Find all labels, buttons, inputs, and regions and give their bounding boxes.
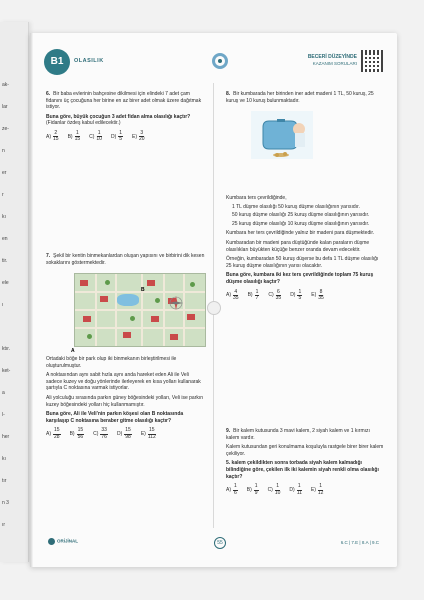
page-header xyxy=(44,49,383,75)
answer-option xyxy=(70,428,85,440)
adjacent-page-text: r xyxy=(2,192,4,198)
brand-logo xyxy=(48,538,78,545)
option-fraction: $\frac{1}{10}$ xyxy=(96,129,102,143)
question-7-body xyxy=(46,356,206,440)
option-label: A) xyxy=(226,292,231,299)
question-number: 6. xyxy=(46,91,51,97)
question-number: 7. xyxy=(46,253,51,259)
option-fraction: $\frac{3}{20}$ xyxy=(139,129,145,143)
option-fraction: $\frac{1}{15}$ xyxy=(74,129,81,143)
answer-option xyxy=(268,484,281,496)
question-text: Bir baba evlerinin bahçesine dikilmesi için elindeki 7 adet çam fidanını üç çocuğuna her birine en az birer adet olmak üzere dağıtmak istiyor. xyxy=(46,91,202,111)
question-number: 8. xyxy=(226,91,231,97)
adjacent-page-text: ket- xyxy=(2,368,11,374)
center-mark-icon xyxy=(207,301,221,315)
question-8 xyxy=(226,91,384,104)
unit-badge: B1 xyxy=(44,49,70,75)
paragraph: Kalem kutusundan geri konulmama koşuluyla rastgele birer birer kalem çekiliyor. xyxy=(226,444,384,457)
question-9 xyxy=(226,428,384,496)
publisher-logo-icon xyxy=(212,53,228,69)
option-label: D) xyxy=(290,292,296,299)
option-fraction: $\frac{4}{35}$ xyxy=(233,288,239,302)
adjacent-page-text: tır xyxy=(2,478,7,484)
option-label: C) xyxy=(268,292,274,299)
option-label: E) xyxy=(140,431,146,438)
header-subtitle: KAZANIM SORULARI xyxy=(312,61,357,66)
adjacent-page-text: lar xyxy=(2,104,8,110)
answer-option xyxy=(311,290,324,302)
answer-option xyxy=(311,484,324,496)
adjacent-page-text: ak- xyxy=(2,82,9,88)
option-label: E) xyxy=(311,292,317,299)
paragraph: Kumbaradan bir madeni para düştüğünde kalan paraların düşme olasılıkları büyükten küçüğe benzer oranda devam edecektir. xyxy=(226,239,370,253)
answer-options xyxy=(46,428,206,440)
question-prompt: Buna göre, büyük çocuğun 3 adet fidan alma olasılığı kaçtır? xyxy=(46,113,191,120)
option-label: E) xyxy=(132,133,138,140)
paragraph: Ali yolculuğu sırasında parkın güney böğesindeki yolları, Veli ise parkın kuzey böğesindeki yolları hiç kullanmamıştır. xyxy=(46,394,204,408)
option-label: C) xyxy=(93,431,99,438)
answer-options xyxy=(226,290,384,302)
option-label: D) xyxy=(289,486,295,493)
option-fraction: $\frac{1}{5}$ xyxy=(298,288,302,302)
paragraph: Kumbara ters çevrildiğinde, xyxy=(226,195,287,201)
answer-options xyxy=(226,484,384,496)
answer-option xyxy=(248,290,260,302)
answer-option xyxy=(89,131,102,143)
option-fraction: $\frac{1}{12}$ xyxy=(317,483,324,496)
option-label: B) xyxy=(246,486,252,493)
option-label: A) xyxy=(46,133,51,140)
option-label: B) xyxy=(247,292,253,299)
adjacent-page-text: ze- xyxy=(2,126,9,132)
map-label-b: B xyxy=(141,287,145,293)
adjacent-page-text: l- xyxy=(2,412,5,418)
question-prompt: 5. kalem çekildikten sonra torbada siyah kalem kalmadığı bilindiğine göre, çekilen ilk iki kalemin siyah renkli olma olasılığı kaçtır? xyxy=(226,460,379,480)
option-fraction: $\frac{15}{56}$ xyxy=(77,427,84,440)
compass-icon xyxy=(168,295,184,311)
adjacent-page-text: kı xyxy=(2,214,6,220)
question-text: Bir kalem kutusunda 3 mavi kalem, 2 siyah kalem ve 1 kırmızı kalem vardır. xyxy=(226,428,370,441)
option-label: B) xyxy=(69,431,75,438)
answer-option xyxy=(141,428,156,440)
answer-option xyxy=(111,131,123,143)
answer-option xyxy=(132,131,145,143)
answer-option xyxy=(46,131,59,143)
adjacent-page-text: er xyxy=(2,170,7,176)
bullet-item: 50 kuruş düşme olasılığı 25 kuruş düşme olasılığının yarısıdır. xyxy=(232,212,370,219)
option-label: D) xyxy=(116,431,123,438)
city-map-figure xyxy=(71,273,206,354)
answer-option xyxy=(117,428,132,440)
map-label-a: A xyxy=(71,348,75,354)
question-8-body xyxy=(226,195,384,302)
option-fraction: $\frac{6}{35}$ xyxy=(275,288,282,302)
option-fraction: $\frac{1}{7}$ xyxy=(255,288,259,302)
option-fraction: $\frac{15}{28}$ xyxy=(54,427,60,440)
option-label: A) xyxy=(46,431,51,438)
adjacent-page-text: ktır. xyxy=(2,346,11,352)
paragraph: Ortadaki böğe bir park olup iki binmekanın birleştirilmesi ile oluşturulmuştur. xyxy=(46,356,177,369)
answer-option xyxy=(247,484,259,496)
bullet-item: 1 TL düşme olasılığı 50 kuruş düşme olasılığının yarısıdır. xyxy=(232,203,360,210)
option-label: D) xyxy=(110,133,117,140)
adjacent-page xyxy=(0,22,29,562)
brand-logo-icon xyxy=(48,538,55,545)
paragraph: A noktasından aynı sabit hızla aynı anda hareket eden Ali ile Veli sadece kuzey ve doğu yönlerinde ilerleyerek en kısa yolları kullanarak şartıyla C noktasına varmak istiyorlar. xyxy=(46,372,201,392)
adjacent-page-text: her xyxy=(2,434,10,440)
adjacent-page-text: en xyxy=(2,236,8,242)
option-fraction: $\frac{1}{11}$ xyxy=(296,483,302,496)
answer-option xyxy=(68,131,81,143)
option-fraction: $\frac{15}{98}$ xyxy=(125,427,131,440)
option-label: C) xyxy=(89,133,95,140)
option-label: C) xyxy=(267,486,273,493)
answer-options xyxy=(46,131,206,143)
brand-name: ORİJİNAL xyxy=(57,538,79,544)
option-fraction: $\frac{1}{6}$ xyxy=(234,483,237,496)
answer-option xyxy=(289,484,301,496)
question-number: 9. xyxy=(226,428,231,434)
qr-code-icon xyxy=(361,50,383,72)
option-fraction: $\frac{2}{15}$ xyxy=(53,129,59,143)
adjacent-page-text: a xyxy=(2,390,5,396)
question-text: Bir kumbarada her birinden iner adet madeni 1 TL, 50 kuruş, 25 kuruş ve 10 kuruş bulunmaktadır. xyxy=(226,91,374,104)
question-7 xyxy=(46,253,206,266)
answer-option xyxy=(93,428,108,440)
paragraph: Kumbara her ters çevrildiğinde yalnız bir madeni para düşmektedir. xyxy=(226,230,375,237)
answer-key: 6.C | 7.E | 8.A | 9.C xyxy=(340,540,379,545)
adjacent-page-text: tir. xyxy=(2,258,8,264)
option-fraction: $\frac{1}{9}$ xyxy=(254,483,258,496)
answer-option xyxy=(268,290,281,302)
option-label: E) xyxy=(310,486,316,493)
option-label: B) xyxy=(67,133,73,140)
paragraph: Örneğin, kumbaradan 50 kuruş düşerse bu defa 1 TL düşme olasılığı 25 kuruş düşme olasılığının yarısı olacaktır. xyxy=(226,256,379,269)
option-fraction: $\frac{8}{35}$ xyxy=(318,288,324,302)
question-text: Şekil bir kentin binmekanlardan oluşan yapısını ve birbirini dik kesen sokaklarını göstermektedir. xyxy=(46,253,205,266)
answer-option xyxy=(226,484,238,496)
piggy-bank-illustration xyxy=(251,111,313,159)
page-number: 55 xyxy=(214,537,226,549)
adjacent-page-text: ır xyxy=(2,522,6,528)
park-pond xyxy=(117,294,139,306)
adjacent-page-text: n 3 xyxy=(2,500,9,506)
adjacent-page-text: n xyxy=(2,148,5,154)
answer-option xyxy=(226,290,239,302)
header-title: BECERİ DÜZEYİNDE xyxy=(307,54,357,60)
question-prompt: Buna göre, Ali ile Veli'nin parkın köşesi olan B noktasında karşılaşıp C noktasına beraber gitme olasılığı kaçtır? xyxy=(46,411,184,424)
document-page xyxy=(30,33,397,567)
option-fraction: $\frac{33}{76}$ xyxy=(101,427,107,440)
adjacent-page-text: ı xyxy=(2,302,4,308)
page-binding xyxy=(30,33,33,567)
answer-option xyxy=(46,428,61,440)
question-note: (Fidanlar özdeş kabul edilecektir.) xyxy=(46,120,121,127)
adjacent-page-text: ele xyxy=(2,280,9,286)
question-prompt: Buna göre, kumbara iki kez ters çevrildiğinde toplam 75 kuruş düşme olasılığı kaçtır? xyxy=(226,272,374,285)
option-fraction: $\frac{1}{10}$ xyxy=(274,483,281,496)
option-fraction: $\frac{15}{112}$ xyxy=(147,427,156,440)
bullet-item: 25 kuruş düşme olasılığı 10 kuruş düşme olasılığının yarısıdır. xyxy=(232,220,370,227)
answer-option xyxy=(290,290,302,302)
option-fraction: $\frac{1}{5}$ xyxy=(119,129,123,143)
question-6 xyxy=(46,91,206,143)
subject-label: OLASILIK xyxy=(74,58,104,64)
adjacent-page-text: kı xyxy=(2,456,6,462)
option-label: A) xyxy=(226,486,231,493)
